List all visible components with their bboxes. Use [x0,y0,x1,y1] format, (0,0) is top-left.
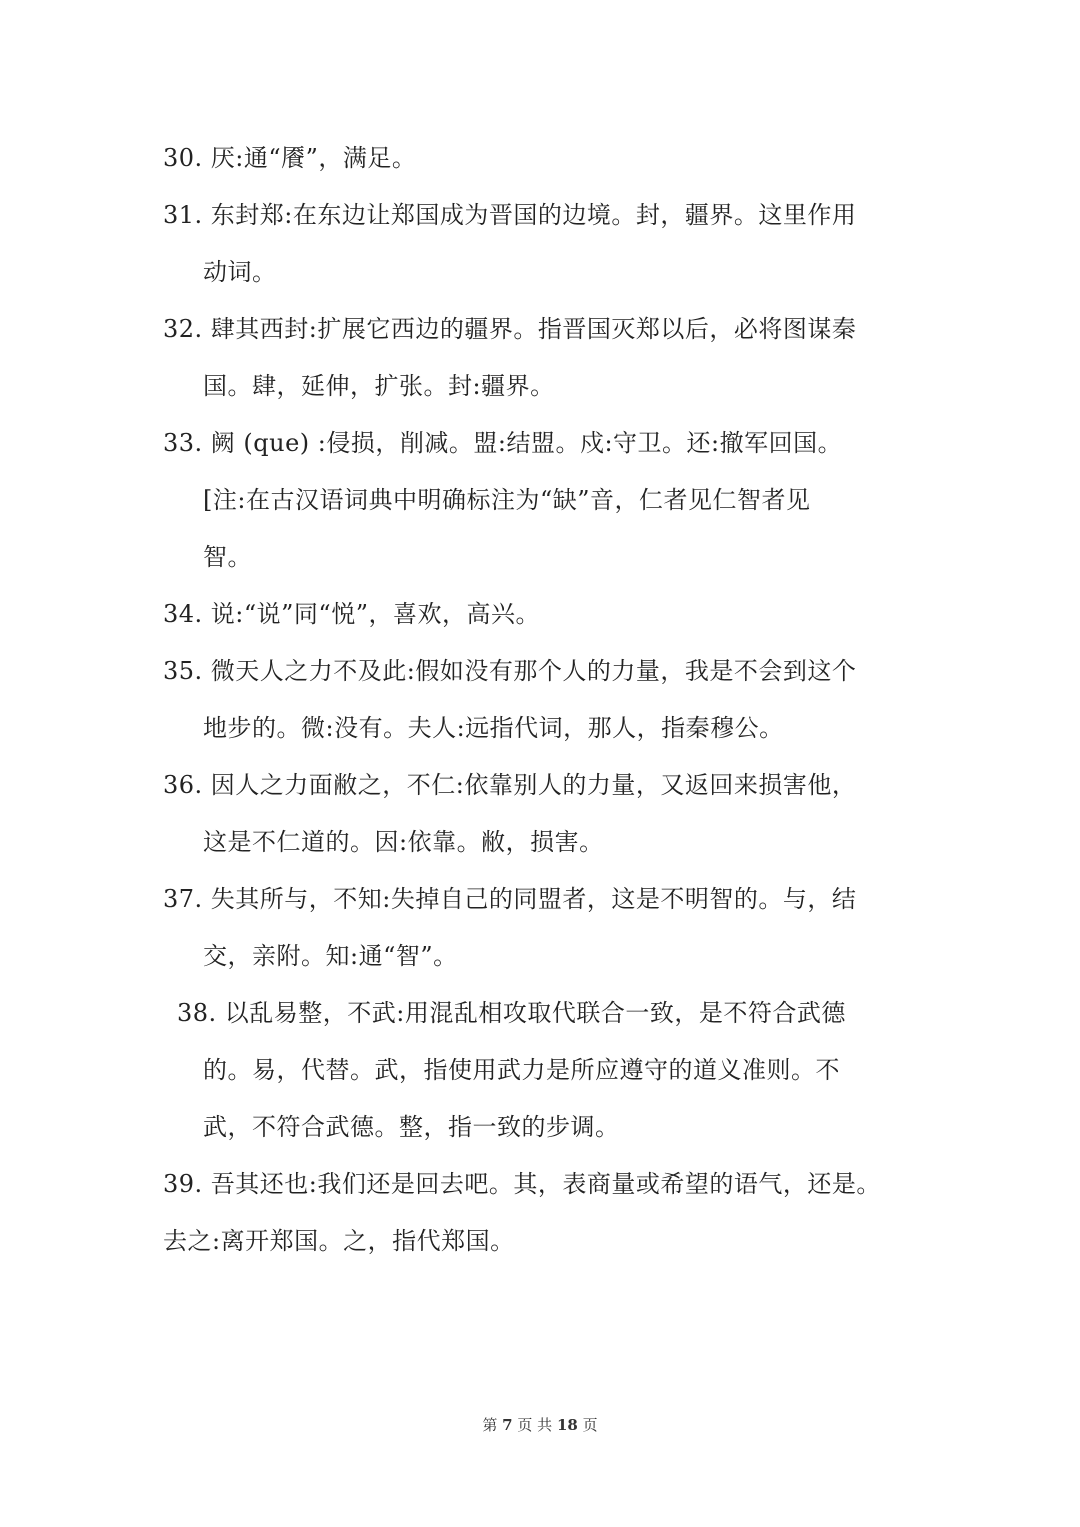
footer-middle: 页 共 [517,1416,553,1434]
note-34: 34. 说:“说”同“悦”，喜欢，高兴。 [163,600,540,628]
note-32: 32. 肆其西封:扩展它西边的疆界。指晋国灭郑以后，必将图谋秦 [163,315,857,343]
annotation-list [163,130,923,1270]
note-33-cont-2: 智。 [203,543,252,571]
note-38-cont-1: 的。易，代替。武，指使用武力是所应遵守的道义准则。不 [203,1056,840,1084]
note-33: 33. 阙 (que) :侵损，削减。盟:结盟。戍:守卫。还:撤军回国。 [163,429,843,457]
note-31-cont: 动词。 [203,258,277,286]
note-35-cont: 地步的。微:没有。夫人:远指代词，那人，指秦穆公。 [203,714,784,742]
note-32-cont: 国。肆，延伸，扩张。封:疆界。 [203,372,555,400]
note-39-cont: 去之:离开郑国。之，指代郑国。 [163,1227,515,1255]
note-39: 39. 吾其还也:我们还是回去吧。其，表商量或希望的语气，还是。 [163,1170,881,1198]
total-page-number: 18 [556,1416,578,1434]
note-37: 37. 失其所与，不知:失掉自己的同盟者，这是不明智的。与，结 [163,885,857,913]
note-31: 31. 东封郑:在东边让郑国成为晋国的边境。封，疆界。这里作用 [163,201,857,229]
note-35: 35. 微天人之力不及此:假如没有那个人的力量，我是不会到这个 [163,657,857,685]
note-38: 38. 以乱易整，不武:用混乱相攻取代联合一致，是不符合武德 [177,999,846,1027]
note-37-cont: 交，亲附。知:通“智”。 [203,942,458,970]
note-36: 36. 因人之力面敝之，不仁:依靠别人的力量，又返回来损害他， [163,771,857,799]
note-36-cont: 这是不仁道的。因:依靠。敝，损害。 [203,828,604,856]
current-page-number: 7 [502,1416,513,1434]
footer-suffix: 页 [582,1416,598,1434]
page-footer [0,1414,1080,1435]
note-38-cont-2: 武，不符合武德。整，指一致的步调。 [203,1113,620,1141]
note-33-cont-1: [注:在古汉语词典中明确标注为“缺”音，仁者见仁智者见 [203,486,811,514]
footer-prefix: 第 [482,1416,498,1434]
note-30: 30. 厌:通“餍”，满足。 [163,144,417,172]
